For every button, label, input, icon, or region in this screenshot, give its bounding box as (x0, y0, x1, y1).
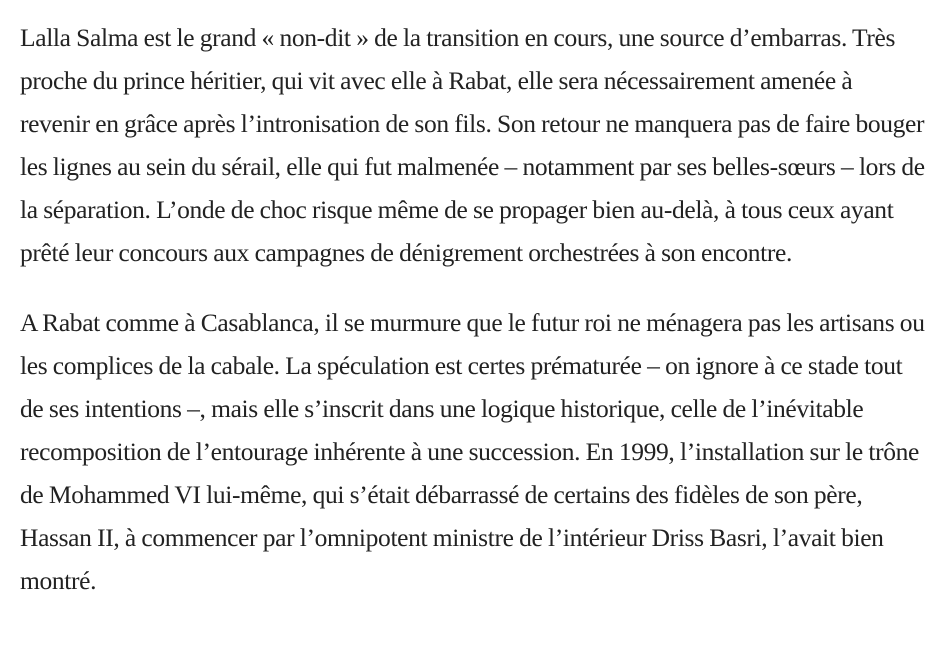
paragraph-2: A Rabat comme à Casablanca, il se murmure que le futur roi ne ménagera pas les artisans ou les complices de la cabale. La spéculation est certes prématurée – on ignore à ce stade tout de ses intentions –, mais elle s’inscrit dans une logique historique, celle de l’inévitable recomposition de l’entourage inhérente à une succession. En 1999, l’installation sur le trône de Mohammed VI lui-même, qui s’était débarrassé de certains des fidèles de son père, Hassan II, à commencer par l’omnipotent ministre de l’intérieur Driss Basri, l’avait bien montré. (20, 308, 925, 595)
paragraph-1: Lalla Salma est le grand « non-dit » de la transition en cours, une source d’embarras. Très proche du prince héritier, qui vit avec elle à Rabat, elle sera nécessairement amenée à revenir en grâce après l’intronisation de son fils. Son retour ne manquera pas de faire bouger les lignes au sein du sérail, elle qui fut malmenée – notamment par ses belles-sœurs – lors de la séparation. L’onde de choc risque même de se propager bien au-delà, à tous ceux ayant prêté leur concours aux campagnes de dénigrement orchestrées à son encontre. (20, 23, 925, 267)
article-body (20, 16, 925, 629)
